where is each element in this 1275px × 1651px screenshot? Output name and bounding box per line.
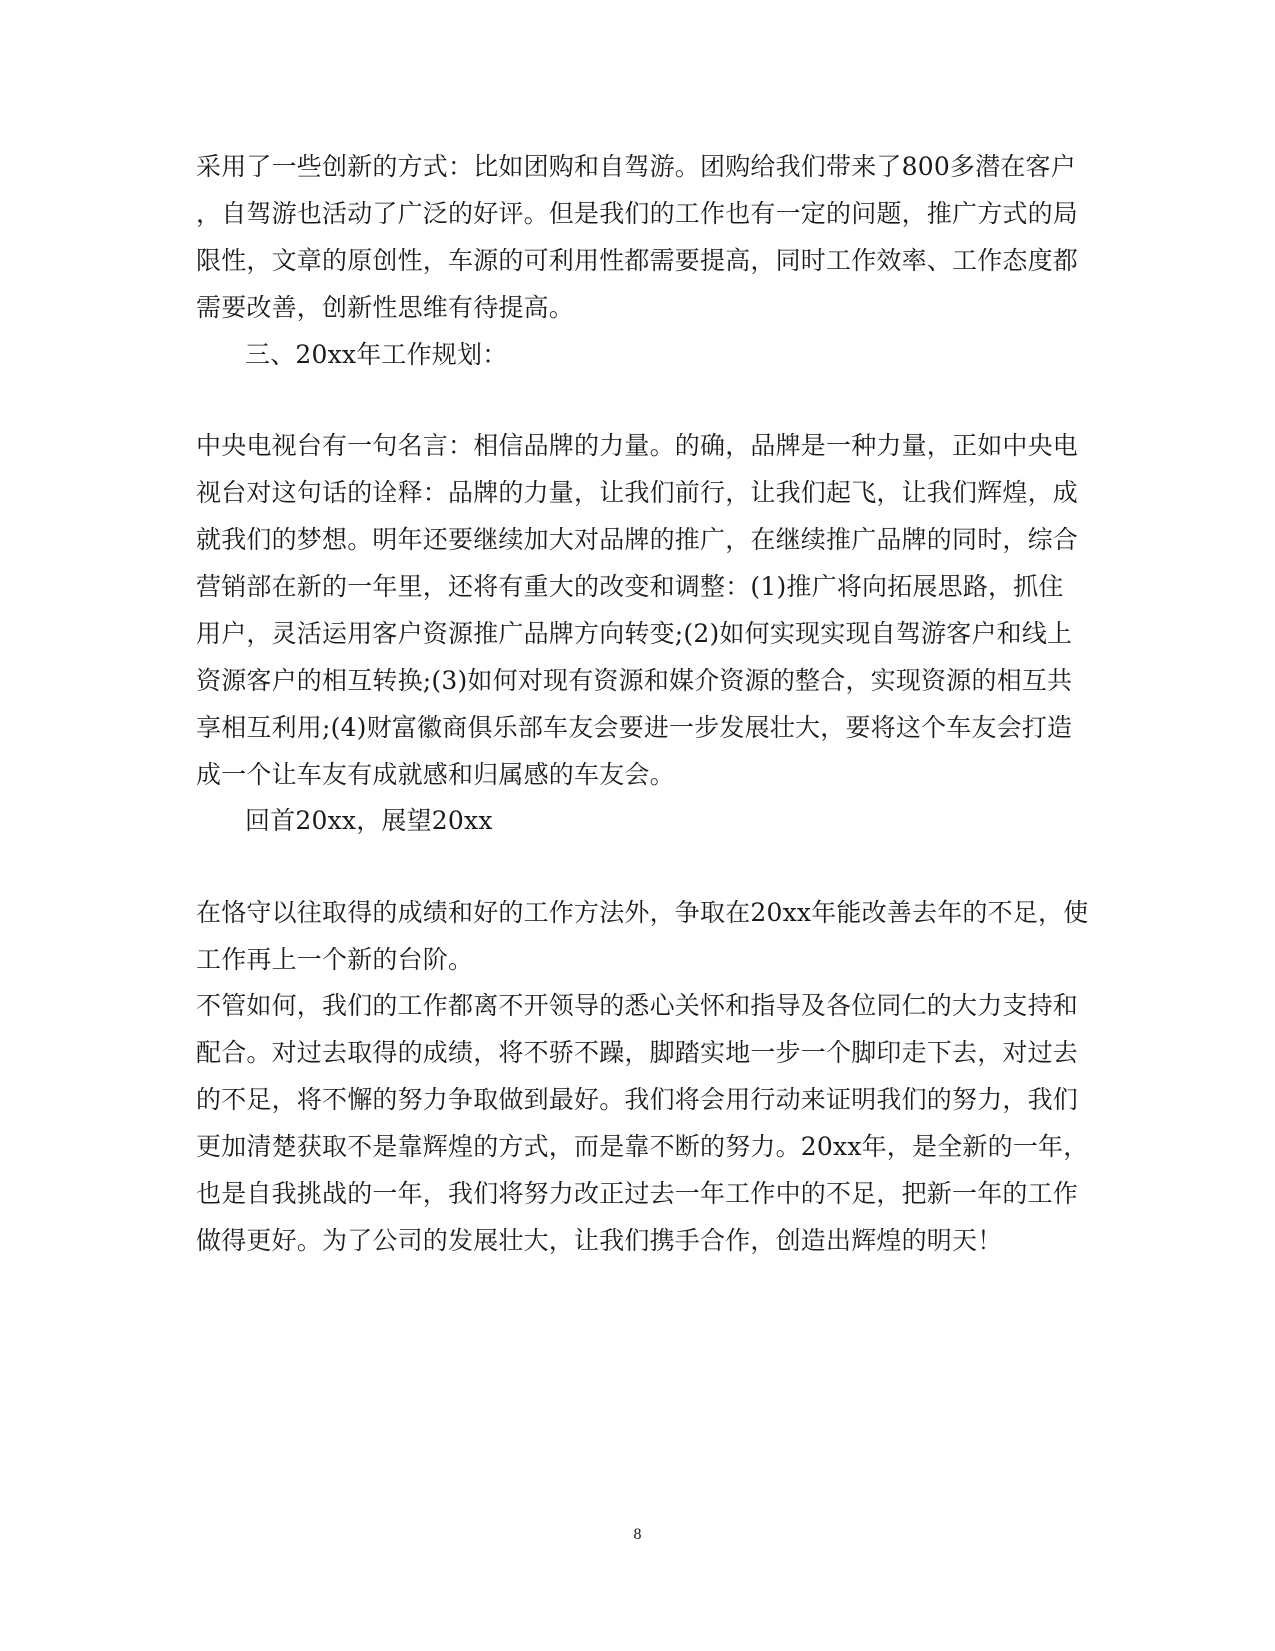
paragraph-1-line-4: 需要改善，创新性思维有待提高。 [196,293,575,322]
paragraph-3-line-2: 工作再上一个新的台阶。 [196,945,474,974]
paragraph-1-line-2: ，自驾游也活动了广泛的好评。但是我们的工作也有一定的问题，推广方式的局 [196,199,1079,228]
paragraph-2-line-5: 用户，灵活运用客户资源推广品牌方向转变;(2)如何实现实现自驾游客户和线上 [196,619,1073,648]
paragraph-2-line-8: 成一个让车友有成就感和归属感的车友会。 [196,760,675,789]
paragraph-4-line-1: 不管如何，我们的工作都离不开领导的悉心关怀和指导及各位同仁的大力支持和 [196,991,1079,1020]
paragraph-1-line-3: 限性，文章的原创性，车源的可利用性都需要提高，同时工作效率、工作态度都 [196,246,1079,275]
paragraph-2-line-1: 中央电视台有一句名言：相信品牌的力量。的确，品牌是一种力量，正如中央电 [196,431,1079,460]
paragraph-2-line-3: 就我们的梦想。明年还要继续加大对品牌的推广，在继续推广品牌的同时，综合 [196,525,1079,554]
section-heading-plan: 三、20xx年工作规划： [245,340,508,369]
paragraph-1-line-1: 采用了一些创新的方式：比如团购和自驾游。团购给我们带来了800多潜在客户 [196,152,1076,181]
paragraph-4-line-2: 配合。对过去取得的成绩，将不骄不躁，脚踏实地一步一个脚印走下去，对过去 [196,1038,1079,1067]
paragraph-2-line-7: 享相互利用;(4)财富徽商俱乐部车友会要进一步发展壮大，要将这个车友会打造 [196,713,1073,742]
paragraph-4-line-6: 做得更好。为了公司的发展壮大，让我们携手合作，创造出辉煌的明天！ [196,1226,1003,1255]
paragraph-2-line-2: 视台对这句话的诠释：品牌的力量，让我们前行，让我们起飞，让我们辉煌，成 [196,478,1079,507]
paragraph-2-line-4: 营销部在新的一年里，还将有重大的改变和调整：(1)推广将向拓展思路，抓住 [196,572,1064,601]
paragraph-2-line-6: 资源客户的相互转换;(3)如何对现有资源和媒介资源的整合，实现资源的相互共 [196,666,1073,695]
paragraph-4-line-3: 的不足，将不懈的努力争取做到最好。我们将会用行动来证明我们的努力，我们 [196,1085,1079,1114]
paragraph-4-line-5: 也是自我挑战的一年，我们将努力改正过去一年工作中的不足，把新一年的工作 [196,1179,1079,1208]
page-number: 8 [633,1526,642,1543]
section-heading-review: 回首20xx，展望20xx [245,806,493,835]
paragraph-4-line-4: 更加清楚获取不是靠辉煌的方式，而是靠不断的努力。20xx年，是全新的一年， [196,1132,1089,1161]
paragraph-3-line-1: 在恪守以往取得的成绩和好的工作方法外，争取在20xx年能改善去年的不足，使 [196,898,1089,927]
